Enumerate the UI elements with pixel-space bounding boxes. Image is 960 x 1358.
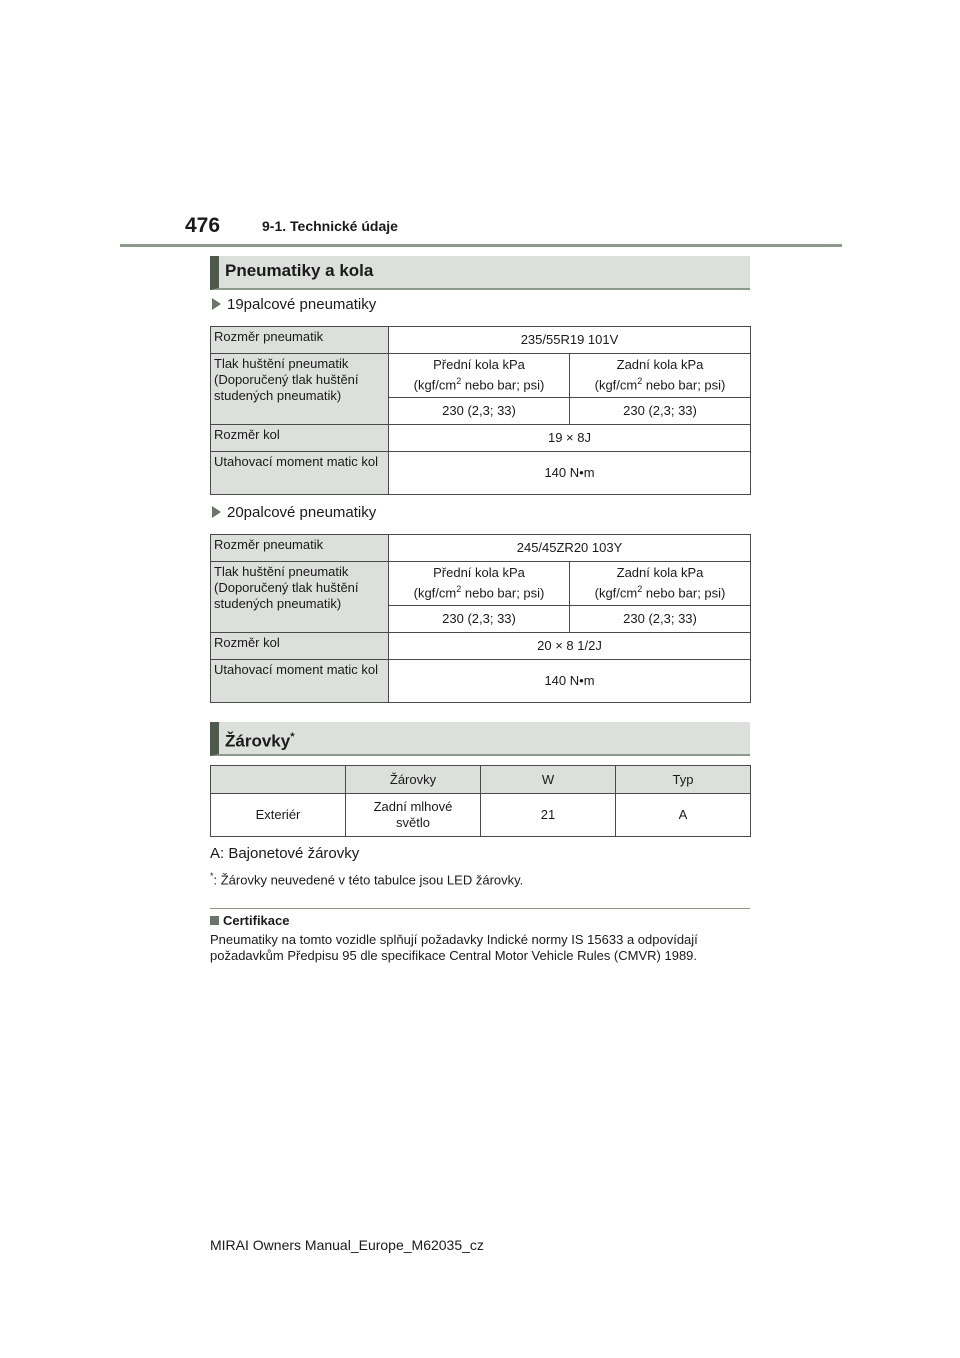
- certification-text: Pneumatiky na tomto vozidle splňují požadavky Indické normy IS 15633 a odpovídají požadavkům Předpisu 95 dle specifikace Central Motor Vehicle Rules (CMVR) 1989.: [210, 932, 698, 963]
- wheel-size-value: 20 × 8 1/2J: [389, 633, 751, 660]
- bulbs-table: [210, 765, 751, 837]
- bulb-name-line2: světlo: [396, 815, 430, 830]
- table-row: [211, 425, 751, 452]
- subheading-20-inch: [212, 504, 376, 521]
- bulb-type-note: A: Bajonetové žárovky: [210, 845, 360, 862]
- superscript: 2: [637, 584, 643, 595]
- table-row: [211, 535, 751, 562]
- footnote-text: : Žárovky neuvedené v této tabulce jsou LED žárovky.: [213, 872, 524, 888]
- superscript: 2: [456, 584, 462, 595]
- asterisk-marker: *: [210, 871, 214, 881]
- bulb-name-cell: [346, 794, 481, 837]
- front-header-unit: (kgf/cm: [413, 377, 457, 393]
- certification-heading: [210, 913, 289, 928]
- table-row: [211, 633, 751, 660]
- header-cell-empty: [211, 766, 346, 794]
- tire-size-label: Rozměr pneumatik: [211, 535, 389, 562]
- wheel-size-label: Rozměr kol: [211, 425, 389, 452]
- section-heading-bulbs: [210, 722, 750, 756]
- triangle-right-icon: [212, 298, 221, 310]
- front-header-line1: Přední kola kPa: [433, 565, 525, 581]
- table-header-row: [211, 766, 751, 794]
- rear-header-unit: (kgf/cm: [594, 585, 638, 601]
- rear-header-line1: Zadní kola kPa: [616, 565, 704, 581]
- tire-size-value: 235/55R19 101V: [389, 327, 751, 354]
- certification-title: Certifikace: [223, 913, 290, 928]
- section-heading-tires: [210, 256, 750, 290]
- header-cell-type: Typ: [616, 766, 751, 794]
- front-header-rest: nebo bar; psi): [461, 585, 545, 601]
- tire-table-20: [210, 534, 751, 703]
- footnote: [210, 871, 523, 887]
- triangle-right-icon: [212, 506, 221, 518]
- rear-header-line1: Zadní kola kPa: [616, 357, 704, 373]
- superscript: 2: [456, 376, 462, 387]
- torque-label: Utahovací moment matic kol: [211, 452, 389, 495]
- rear-header-rest: nebo bar; psi): [642, 377, 726, 393]
- table-row: [211, 660, 751, 703]
- subheading-19-inch: [212, 296, 376, 313]
- tire-table-19: [210, 326, 751, 495]
- table-row: [211, 354, 751, 398]
- asterisk-marker: *: [290, 731, 295, 743]
- page-number: 476: [185, 214, 221, 237]
- front-pressure-value: 230 (2,3; 33): [389, 606, 570, 633]
- front-pressure-header: [389, 562, 570, 606]
- front-header-line1: Přední kola kPa: [433, 357, 525, 373]
- table-row: [211, 452, 751, 495]
- header-divider: [120, 244, 842, 247]
- chapter-title: 9-1. Technické údaje: [262, 218, 398, 234]
- rear-pressure-value: 230 (2,3; 33): [570, 606, 751, 633]
- rear-pressure-header: [570, 354, 751, 398]
- rear-pressure-header: [570, 562, 751, 606]
- rear-header-rest: nebo bar; psi): [642, 585, 726, 601]
- front-header-unit: (kgf/cm: [413, 585, 457, 601]
- watt-cell: 21: [481, 794, 616, 837]
- tire-size-value: 245/45ZR20 103Y: [389, 535, 751, 562]
- section-title: Žárovky: [225, 731, 291, 751]
- front-header-rest: nebo bar; psi): [461, 377, 545, 393]
- subheading-label: 19palcové pneumatiky: [227, 296, 377, 313]
- table-row: [211, 327, 751, 354]
- footer-text: MIRAI Owners Manual_Europe_M62035_cz: [210, 1237, 484, 1253]
- section-divider: [210, 908, 750, 909]
- wheel-size-label: Rozměr kol: [211, 633, 389, 660]
- wheel-size-value: 19 × 8J: [389, 425, 751, 452]
- subheading-label: 20palcové pneumatiky: [227, 504, 377, 521]
- front-pressure-value: 230 (2,3; 33): [389, 398, 570, 425]
- header-cell-bulbs: Žárovky: [346, 766, 481, 794]
- torque-label: Utahovací moment matic kol: [211, 660, 389, 703]
- rear-pressure-value: 230 (2,3; 33): [570, 398, 751, 425]
- tire-size-label: Rozměr pneumatik: [211, 327, 389, 354]
- torque-value: 140 N•m: [389, 660, 751, 703]
- torque-value: 140 N•m: [389, 452, 751, 495]
- group-cell: Exteriér: [211, 794, 346, 837]
- rear-header-unit: (kgf/cm: [594, 377, 638, 393]
- superscript: 2: [637, 376, 643, 387]
- header-cell-watt: W: [481, 766, 616, 794]
- square-bullet-icon: [210, 916, 219, 925]
- table-row: [211, 562, 751, 606]
- section-title: Pneumatiky a kola: [225, 261, 374, 280]
- table-row: [211, 794, 751, 837]
- pressure-label: Tlak huštění pneumatik (Doporučený tlak huštění studených pneumatik): [211, 562, 389, 633]
- bulb-name-line1: Zadní mlhové: [373, 799, 453, 814]
- pressure-label: Tlak huštění pneumatik (Doporučený tlak huštění studených pneumatik): [211, 354, 389, 425]
- front-pressure-header: [389, 354, 570, 398]
- type-cell: A: [616, 794, 751, 837]
